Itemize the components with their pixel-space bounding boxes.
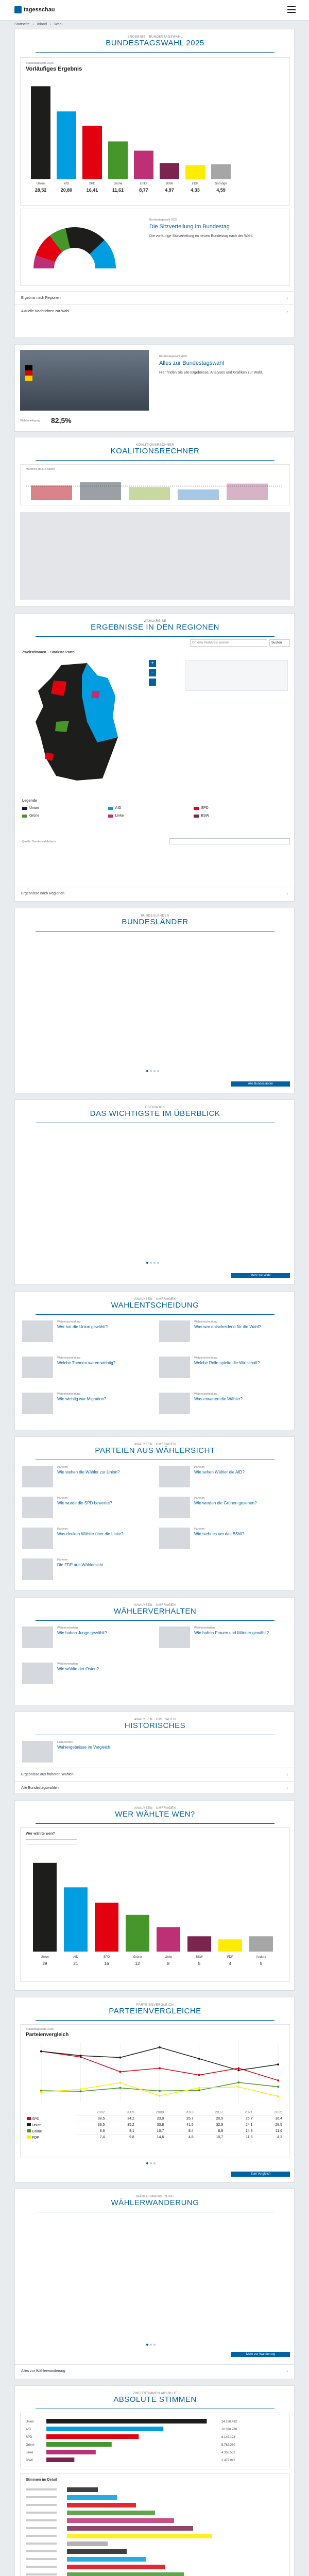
bar xyxy=(33,1863,57,1952)
article-kicker: Wahlentscheidung xyxy=(194,1393,218,1396)
data-point xyxy=(159,2067,161,2069)
category-label: Linke xyxy=(140,182,148,185)
data-point xyxy=(198,2058,200,2060)
data-point xyxy=(237,2086,239,2088)
states-section: BUNDESLÄNDER BUNDESLÄNDER Alle Bundesländer xyxy=(14,908,295,1093)
row-label: Linke xyxy=(26,2451,33,2454)
article-teaser[interactable] xyxy=(22,1497,151,1518)
section-title: BUNDESLÄNDER xyxy=(122,918,188,926)
data-point xyxy=(277,2079,279,2081)
section-title: DAS WICHTIGSTE IM ÜBERBLICK xyxy=(90,1109,220,1118)
article-thumbnail xyxy=(159,1528,190,1549)
regions-section: WAHLKREISE ERGEBNISSE IN DEN REGIONEN Ort oder Wahlkreis suchen Suchen Zweitstimmen – Stärkste Partei + − Legende Union AfD SPD Grüne Linke BSW Quelle: Bundeswahlleiterin Ergebnisse nach Regionen › xyxy=(14,613,295,902)
source-note: Quelle: Bundeswahlleiterin xyxy=(22,840,56,843)
data-point xyxy=(198,2074,200,2076)
article-title: Wie werden die Grünen gesehen? xyxy=(194,1501,257,1505)
value-label: 28,52 xyxy=(35,188,47,193)
category-label: Union xyxy=(37,182,45,185)
carousel-dots[interactable] xyxy=(146,2344,156,2346)
chart-kicker: Bundestagswahl 2025 xyxy=(26,62,54,65)
bar xyxy=(46,2458,74,2462)
link-news[interactable]: Aktuelle Nachrichten zur Wahl › xyxy=(15,304,295,318)
value-label: 20,80 xyxy=(60,188,73,193)
detail-bar xyxy=(67,2572,184,2576)
coalition-chart: Mehrheit ab 316 Sitzen xyxy=(20,464,290,505)
data-point xyxy=(237,2081,239,2083)
section-title: WÄHLERVERHALTEN xyxy=(113,1607,197,1616)
value-label: 14.158.432 xyxy=(221,2420,237,2424)
article-title: Wie steht es um das BSW? xyxy=(194,1532,245,1536)
article-teaser[interactable] xyxy=(22,1626,151,1648)
value-label: 8 xyxy=(167,1961,170,1966)
section-title: WÄHLERWANDERUNG xyxy=(111,2198,199,2207)
detail-bar xyxy=(67,2495,117,2500)
category-label: Andere xyxy=(256,1956,266,1959)
article-thumbnail xyxy=(159,1357,190,1378)
coalition-bar xyxy=(129,487,170,500)
article-thumbnail xyxy=(159,1497,190,1518)
article-teaser[interactable] xyxy=(159,1393,288,1414)
value-label: 4 xyxy=(229,1961,232,1966)
group-select[interactable] xyxy=(26,1839,77,1844)
article-teaser[interactable] xyxy=(22,1466,151,1487)
value-label: 4.356.532 xyxy=(221,2451,235,2454)
detail-label-placeholder xyxy=(26,2558,57,2560)
link-region-results[interactable]: Ergebnis nach Regionen › xyxy=(15,291,295,304)
absolute-chart-card xyxy=(20,2413,290,2469)
bar xyxy=(31,86,50,179)
breadcrumb-item[interactable]: Wahl xyxy=(54,23,63,26)
detail-bar xyxy=(67,2565,165,2569)
legend-item: Linke xyxy=(108,814,194,818)
link-history-1[interactable]: Ergebnisse aus früheren Wahlen › xyxy=(15,1768,295,1781)
seat-kicker: Bundestagswahl 2025 xyxy=(149,218,178,222)
history-article[interactable]: Historisches Wahlergebnisse im Vergleich xyxy=(22,1741,151,1762)
map-tooltip xyxy=(185,660,288,691)
seat-chart xyxy=(31,219,118,276)
section-title: PARTEIENVERGLEICHE xyxy=(109,2007,201,2015)
article-kicker: Parteien xyxy=(194,1528,205,1531)
value-label: 8.149.124 xyxy=(221,2436,235,2439)
category-label: Linke xyxy=(164,1956,173,1959)
row-label: BSW xyxy=(26,2459,33,2462)
detail-label-placeholder xyxy=(26,2573,57,2575)
legend-item: Union xyxy=(22,806,108,810)
detail-label-placeholder xyxy=(26,2496,57,2498)
seat-title[interactable]: Die Sitzverteilung im Bundestag xyxy=(149,224,230,230)
coalition-bar-chart xyxy=(26,472,283,503)
value-label: 5 xyxy=(260,1961,263,1966)
data-point xyxy=(159,2095,161,2097)
chart-title: Vorläufiges Ergebnis xyxy=(26,66,82,72)
data-point xyxy=(277,2086,279,2088)
comparison-table: 2002 2005 2009 2013 2017 2021 2025 SPD 38,5 34,2 23,0 25,7 20,5 25,7 16,4 Union 38,5 35,2 33,8 41,5 32,9 24,1 28,5 Grüne 8,6 8,1 10,7 8,4 8,9 14,8 11,6 FDP 7,4 9,8 14,6 4,8 10,7 11,5 4,3 xyxy=(26,2110,283,2141)
bar xyxy=(46,2434,139,2439)
detail-bar xyxy=(67,2511,155,2515)
comparison-line-chart xyxy=(26,2040,283,2107)
article-teaser[interactable] xyxy=(159,1320,288,1342)
absolute-bar-chart xyxy=(26,2416,283,2468)
value-label: 5 xyxy=(198,1961,201,1966)
article-teaser[interactable] xyxy=(22,1663,151,1684)
article-kicker: Parteien xyxy=(57,1558,68,1562)
legend-item: SPD xyxy=(194,806,280,810)
article-title: Was erwarten die Wähler? xyxy=(194,1397,243,1401)
article-thumbnail xyxy=(22,1393,53,1414)
bar xyxy=(108,141,128,179)
section-title: WER WÄHLTE WEN? xyxy=(115,1810,195,1819)
reset-icon[interactable] xyxy=(149,679,156,686)
category-label: Union xyxy=(41,1956,49,1959)
bar xyxy=(64,1887,88,1952)
data-point xyxy=(119,2082,121,2084)
data-point xyxy=(80,2090,82,2092)
article-thumbnail xyxy=(22,1528,53,1549)
value-label: 2.472.947 xyxy=(221,2459,235,2462)
article-thumbnail xyxy=(22,1357,53,1378)
article-teaser[interactable] xyxy=(22,1393,151,1414)
article-kicker: Wahlentscheidung xyxy=(57,1320,81,1324)
bar xyxy=(249,1936,273,1952)
article-title: Die FDP aus Wählersicht xyxy=(57,1563,104,1567)
article-title: Wie haben Frauen und Männer gewählt? xyxy=(194,1631,269,1635)
bar xyxy=(134,150,153,179)
detail-label-placeholder xyxy=(26,2566,57,2568)
value-label: 11,61 xyxy=(112,188,124,193)
carousel-dots[interactable] xyxy=(146,1070,159,1072)
bar xyxy=(185,165,205,179)
data-point xyxy=(198,2089,200,2091)
comparison-button[interactable]: Zum Vergleich xyxy=(231,2172,290,2177)
coalition-bar xyxy=(178,489,219,500)
value-label: 5.762.380 xyxy=(221,2444,235,2447)
chevron-right-icon: › xyxy=(286,309,288,314)
category-label: SPD xyxy=(89,182,96,185)
article-thumbnail xyxy=(159,1320,190,1342)
data-point xyxy=(159,2090,161,2092)
data-point xyxy=(277,2063,279,2065)
bar xyxy=(157,1927,180,1952)
breadcrumb-item[interactable]: Inland xyxy=(37,23,47,26)
section-title: HISTORISCHES xyxy=(124,1721,186,1730)
who-voted-chart-card: Wer wählte wen? Union 29 AfD 21 SPD 16 Grüne 12 Linke 8 BSW 5 FDP 4 Andere 5 xyxy=(20,1827,290,1982)
data-point xyxy=(119,2057,121,2059)
bar xyxy=(211,164,231,179)
category-label: FDP xyxy=(192,182,198,185)
breadcrumb-item[interactable]: Startseite xyxy=(14,23,30,26)
category-label: SPD xyxy=(103,1956,110,1959)
value-label: 12 xyxy=(135,1961,140,1966)
article-kicker: Wählerverhalten xyxy=(57,1626,78,1630)
comparison-section: PARTEIENVERGLEICH PARTEIENVERGLEICHE Bundestagswahl 2025 Parteienvergleich 2002 2005 2009 2013 2017 2021 2025 SPD 38,5 34,2 23,0 25,7 20,5 25,7 16,4 Union 38,5 35,2 33,8 41,5 32,9 24,1 28,5 Grüne 8,6 8,1 10,7 8,4 8,9 14,8 11,6 FDP 7,4 9,8 14,6 4,8 10,7 11,5 4,3 Zum Vergleich xyxy=(14,1997,295,2182)
article-thumbnail xyxy=(159,1626,190,1648)
bar xyxy=(126,1915,149,1952)
detail-label-placeholder xyxy=(26,2550,57,2552)
seat-card xyxy=(20,209,290,286)
legend-item: Grüne xyxy=(22,814,108,818)
article-teaser[interactable] xyxy=(159,1528,288,1549)
legend-item: AfD xyxy=(108,806,194,810)
article-teaser[interactable] xyxy=(22,1528,151,1549)
category-label: AfD xyxy=(63,182,70,185)
article-title: Wie wählte der Osten? xyxy=(57,1667,99,1671)
bar xyxy=(46,2427,163,2431)
region-search-input[interactable]: Ort oder Wahlkreis suchen xyxy=(190,639,267,647)
category-label: Grüne xyxy=(113,182,123,185)
detail-bar xyxy=(67,2526,193,2531)
value-label: 8,77 xyxy=(139,188,148,193)
legend-item: BSW xyxy=(194,814,280,818)
article-kicker: Parteien xyxy=(57,1497,68,1500)
data-point xyxy=(119,2087,121,2089)
bar xyxy=(95,1903,118,1952)
detail-bar xyxy=(67,2518,174,2523)
article-title: Wie haben Junge gewählt? xyxy=(57,1631,107,1635)
behavior-section: ANALYSEN · UMFRAGEN WÄHLERVERHALTEN Wählerverhalten Wie haben Junge gewählt? Wählerverhalten Wie haben Frauen und Männer gewählt? Wählerverhalten Wie wählte der Osten? xyxy=(14,1597,295,1705)
category-label: Sonstige xyxy=(215,182,227,185)
migration-section: WÄHLERWANDERUNG WÄHLERWANDERUNG Mehr zur Wanderung Alles zur Wählerwanderung › xyxy=(14,2189,295,2379)
who-voted-section: ANALYSEN · UMFRAGEN WER WÄHLTE WEN? Wer wählte wen? Union 29 AfD 21 SPD 16 Grüne 12 Linke 8 BSW 5 FDP 4 Andere 5 xyxy=(14,1800,295,1991)
carousel-dots[interactable] xyxy=(146,2162,156,2164)
seat-text: Die vorläufige Sitzverteilung im neuen Bundestag nach der Wahl. xyxy=(149,234,253,238)
link-migration[interactable]: Alles zur Wählerwanderung › xyxy=(15,2364,295,2378)
bar xyxy=(218,1939,242,1952)
table-row: FDP 7,4 9,8 14,6 4,8 10,7 11,5 4,3 xyxy=(26,2134,283,2141)
article-kicker: Parteien xyxy=(57,1466,68,1469)
article-thumbnail xyxy=(22,1320,53,1342)
brand-logo[interactable] xyxy=(14,6,55,13)
breadcrumb: Startseite › Inland › Wahl xyxy=(14,23,63,26)
data-point xyxy=(80,2055,82,2057)
top-bar xyxy=(0,0,309,21)
article-thumbnail xyxy=(22,1466,53,1487)
overview-section: ÜBERBLICK DAS WICHTIGSTE IM ÜBERBLICK Mehr zur Wahl xyxy=(14,1099,295,1285)
data-point xyxy=(237,2067,239,2069)
article-kicker: Parteien xyxy=(194,1497,205,1500)
zoom-in-button[interactable]: + xyxy=(149,660,156,667)
category-label: BSW xyxy=(196,1956,203,1959)
row-label: AfD xyxy=(26,2428,31,2431)
article-kicker: Wahlentscheidung xyxy=(194,1320,218,1324)
article-teaser[interactable] xyxy=(22,1320,151,1342)
article-teaser[interactable] xyxy=(22,1357,151,1378)
data-point xyxy=(80,2088,82,2090)
table-row: SPD 38,5 34,2 23,0 25,7 20,5 25,7 16,4 xyxy=(26,2116,283,2122)
logo-text: tagesschau xyxy=(24,7,55,13)
article-title: Was denken Wähler über die Linke? xyxy=(57,1532,124,1536)
article-kicker: Parteien xyxy=(194,1466,205,1469)
news-title[interactable]: Alles zur Bundestagswahl xyxy=(159,360,224,366)
row-label: SPD xyxy=(26,2436,32,2439)
category-label: BSW xyxy=(166,182,173,185)
result-chart-card xyxy=(20,57,290,206)
section-title: KOALITIONSRECHNER xyxy=(110,447,200,455)
decision-section: ANALYSEN · UMFRAGEN WAHLENTSCHEIDUNG Wahlentscheidung Wer hat die Union gewählt? Wahlentscheidung Was war entscheidend für die Wahl? Wahlentscheidung Welche Themen waren wichtig? Wahlentscheidung Welche Rolle spielte die Wirtschaft? Wahlentscheidung Wie wichtig war Migration? Wahlentscheidung Was erwarten die Wähler? xyxy=(14,1291,295,1430)
article-title: Welche Rolle spielte die Wirtschaft? xyxy=(194,1361,260,1365)
bar xyxy=(160,163,179,179)
article-title: Wer hat die Union gewählt? xyxy=(57,1325,108,1329)
article-kicker: Parteien xyxy=(57,1528,68,1531)
bar xyxy=(82,126,102,179)
absolute-detail-chart xyxy=(26,2485,283,2576)
article-thumbnail xyxy=(159,1393,190,1414)
section-title: ERGEBNISSE IN DEN REGIONEN xyxy=(91,623,219,632)
section-title: WAHLENTSCHEIDUNG xyxy=(111,1301,199,1310)
value-label: 21 xyxy=(73,1961,78,1966)
region-select[interactable] xyxy=(169,838,290,844)
section-kicker: ERGEBNIS · BUNDESTAGSWAHL xyxy=(127,36,183,39)
article-kicker: Wahlentscheidung xyxy=(57,1357,81,1360)
data-point xyxy=(119,2071,121,2073)
detail-label-placeholder xyxy=(26,2488,57,2490)
detail-bar xyxy=(67,2549,127,2554)
comparison-chart-card: Bundestagswahl 2025 Parteienvergleich 2002 2005 2009 2013 2017 2021 2025 SPD 38,5 34,2 23,0 25,7 20,5 25,7 16,4 Union 38,5 35,2 33,8 41,5 32,9 24,1 28,5 Grüne 8,6 8,1 10,7 8,4 8,9 14,8 11,6 FDP 7,4 9,8 14,6 4,8 10,7 11,5 4,3 xyxy=(20,2024,290,2158)
hamburger-icon[interactable] xyxy=(287,6,296,13)
coalition-section: KOALITIONSRECHNER KOALITIONSRECHNER Mehrheit ab 316 Sitzen xyxy=(14,437,295,607)
article-thumbnail xyxy=(159,1466,190,1487)
value-label: 4,33 xyxy=(191,188,200,193)
carousel-dots[interactable] xyxy=(146,1262,159,1264)
value-label: 4,97 xyxy=(165,188,174,193)
detail-label-placeholder xyxy=(26,2504,57,2506)
article-title: Wie sehen Wähler die AfD? xyxy=(194,1470,245,1475)
article-kicker: Wählerverhalten xyxy=(57,1663,78,1666)
row-label: Union xyxy=(26,2420,34,2424)
row-label: Grüne xyxy=(26,2444,35,2447)
migration-button[interactable]: Mehr zur Wanderung xyxy=(231,2352,290,2357)
detail-label-placeholder xyxy=(26,2535,57,2537)
value-label: 10.328.780 xyxy=(221,2428,237,2431)
value-label: 16,41 xyxy=(86,188,98,193)
bar xyxy=(46,2442,112,2447)
article-title: Was war entscheidend für die Wahl? xyxy=(194,1325,261,1329)
article-teaser[interactable] xyxy=(159,1357,288,1378)
article-thumbnail xyxy=(22,1626,53,1648)
news-text: Hier finden Sie alle Ergebnisse, Analysen und Grafiken zur Wahl. xyxy=(159,371,263,375)
article-kicker: Wählerverhalten xyxy=(194,1626,215,1630)
data-point xyxy=(237,2069,239,2071)
map-title: Zweitstimmen – Stärkste Partei xyxy=(22,651,76,654)
article-title: Welche Themen waren wichtig? xyxy=(57,1361,116,1365)
section-title: BUNDESTAGSWAHL 2025 xyxy=(106,39,204,47)
coalition-bar xyxy=(80,482,121,500)
bar xyxy=(46,2419,207,2424)
reichstag-image xyxy=(20,350,149,411)
zoom-out-button[interactable]: − xyxy=(149,669,156,676)
legend-heading: Legende xyxy=(22,799,37,803)
article-thumbnail xyxy=(22,1497,53,1518)
link-regions[interactable]: Ergebnisse nach Regionen › xyxy=(15,887,295,900)
detail-bar xyxy=(67,2541,108,2546)
coalition-placeholder xyxy=(20,512,290,600)
article-thumbnail xyxy=(22,1558,53,1580)
detail-label-placeholder xyxy=(26,2512,57,2514)
table-row: Union 38,5 35,2 33,8 41,5 32,9 24,1 28,5 xyxy=(26,2122,283,2128)
article-teaser[interactable] xyxy=(159,1497,288,1518)
coalition-bar xyxy=(31,485,72,500)
absolute-section: ZWEITSTIMMEN ABSOLUT ABSOLUTE STIMMEN Union 14.158.432 AfD 10.328.780 SPD 8.149.124 Grüne 5.762.380 Linke 4.356.532 BSW 2.472.947 Stimmen im Detail xyxy=(14,2385,295,2576)
detail-bar xyxy=(67,2487,98,2492)
category-label: AfD xyxy=(73,1956,79,1959)
table-row: Grüne 8,6 8,1 10,7 8,4 8,9 14,8 11,6 xyxy=(26,2128,283,2134)
parties-section: ANALYSEN · UMFRAGEN PARTEIEN AUS WÄHLERSICHT Parteien Wie stehen die Wähler zur Union? Parteien Wie sehen Wähler die AfD? Parteien Wie wurde die SPD bewertet? Parteien Wie werden die Grünen gesehen? Parteien Was denken Wähler über die Linke? Parteien Wie steht es um das BSW? Parteien Die FDP aus Wählersicht xyxy=(14,1436,295,1591)
bar xyxy=(187,1936,211,1952)
data-point xyxy=(40,2091,42,2093)
news-kicker: Bundestagswahl 2025 xyxy=(159,355,187,358)
article-teaser[interactable] xyxy=(159,1466,288,1487)
data-point xyxy=(159,2046,161,2048)
all-states-button[interactable]: Alle Bundesländer xyxy=(231,1081,290,1087)
article-thumbnail xyxy=(22,1663,53,1684)
logo-mark-icon xyxy=(14,6,22,13)
article-kicker: Wahlentscheidung xyxy=(194,1357,218,1360)
detail-label-placeholder xyxy=(26,2519,57,2521)
article-title: Wie stehen die Wähler zur Union? xyxy=(57,1470,120,1475)
value-label: 16 xyxy=(104,1961,109,1966)
turnout-section xyxy=(14,344,295,432)
value-label: 4,59 xyxy=(216,188,226,193)
more-button[interactable]: Mehr zur Wahl xyxy=(231,1273,290,1278)
region-search-button[interactable]: Suchen xyxy=(269,639,290,647)
germany-map[interactable] xyxy=(25,660,128,784)
data-point xyxy=(40,2050,42,2053)
turnout-value: 82,5% xyxy=(51,416,72,425)
history-section: ANALYSEN · UMFRAGEN HISTORISCHES Historisches Wahlergebnisse im Vergleich Ergebnisse aus früheren Wahlen › Alle Bundestagswahlen › xyxy=(14,1711,295,1794)
who-voted-bar-chart xyxy=(26,1849,283,1977)
article-title: Wie wichtig war Migration? xyxy=(57,1397,107,1401)
chevron-right-icon: › xyxy=(286,296,288,300)
result-bar-chart xyxy=(26,76,242,200)
article-teaser[interactable] xyxy=(159,1626,288,1648)
detail-bar xyxy=(67,2503,136,2507)
data-point xyxy=(198,2087,200,2089)
detail-bar xyxy=(67,2557,146,2562)
hero-section xyxy=(14,29,295,338)
article-kicker: Wahlentscheidung xyxy=(57,1393,81,1396)
detail-label-placeholder xyxy=(26,2543,57,2545)
link-history-2[interactable]: Alle Bundestagswahlen › xyxy=(15,1781,295,1794)
map-zoom-controls xyxy=(149,660,156,701)
detail-label-placeholder xyxy=(26,2527,57,2529)
absolute-detail-card: Stimmen im Detail xyxy=(20,2473,290,2576)
section-title: ABSOLUTE STIMMEN xyxy=(113,2395,197,2404)
data-point xyxy=(277,2095,279,2097)
bar xyxy=(46,2450,96,2454)
bar xyxy=(57,111,76,179)
value-label: 29 xyxy=(42,1961,47,1966)
category-label: Grüne xyxy=(133,1956,142,1959)
article-title: Wie wurde die SPD bewertet? xyxy=(57,1501,112,1505)
section-title: PARTEIEN AUS WÄHLERSICHT xyxy=(95,1446,215,1455)
map-legend xyxy=(22,806,280,818)
detail-bar xyxy=(67,2534,212,2538)
turnout-label: Wahlbeteiligung xyxy=(20,419,40,422)
category-label: FDP xyxy=(227,1956,233,1959)
article-teaser[interactable] xyxy=(22,1558,151,1580)
